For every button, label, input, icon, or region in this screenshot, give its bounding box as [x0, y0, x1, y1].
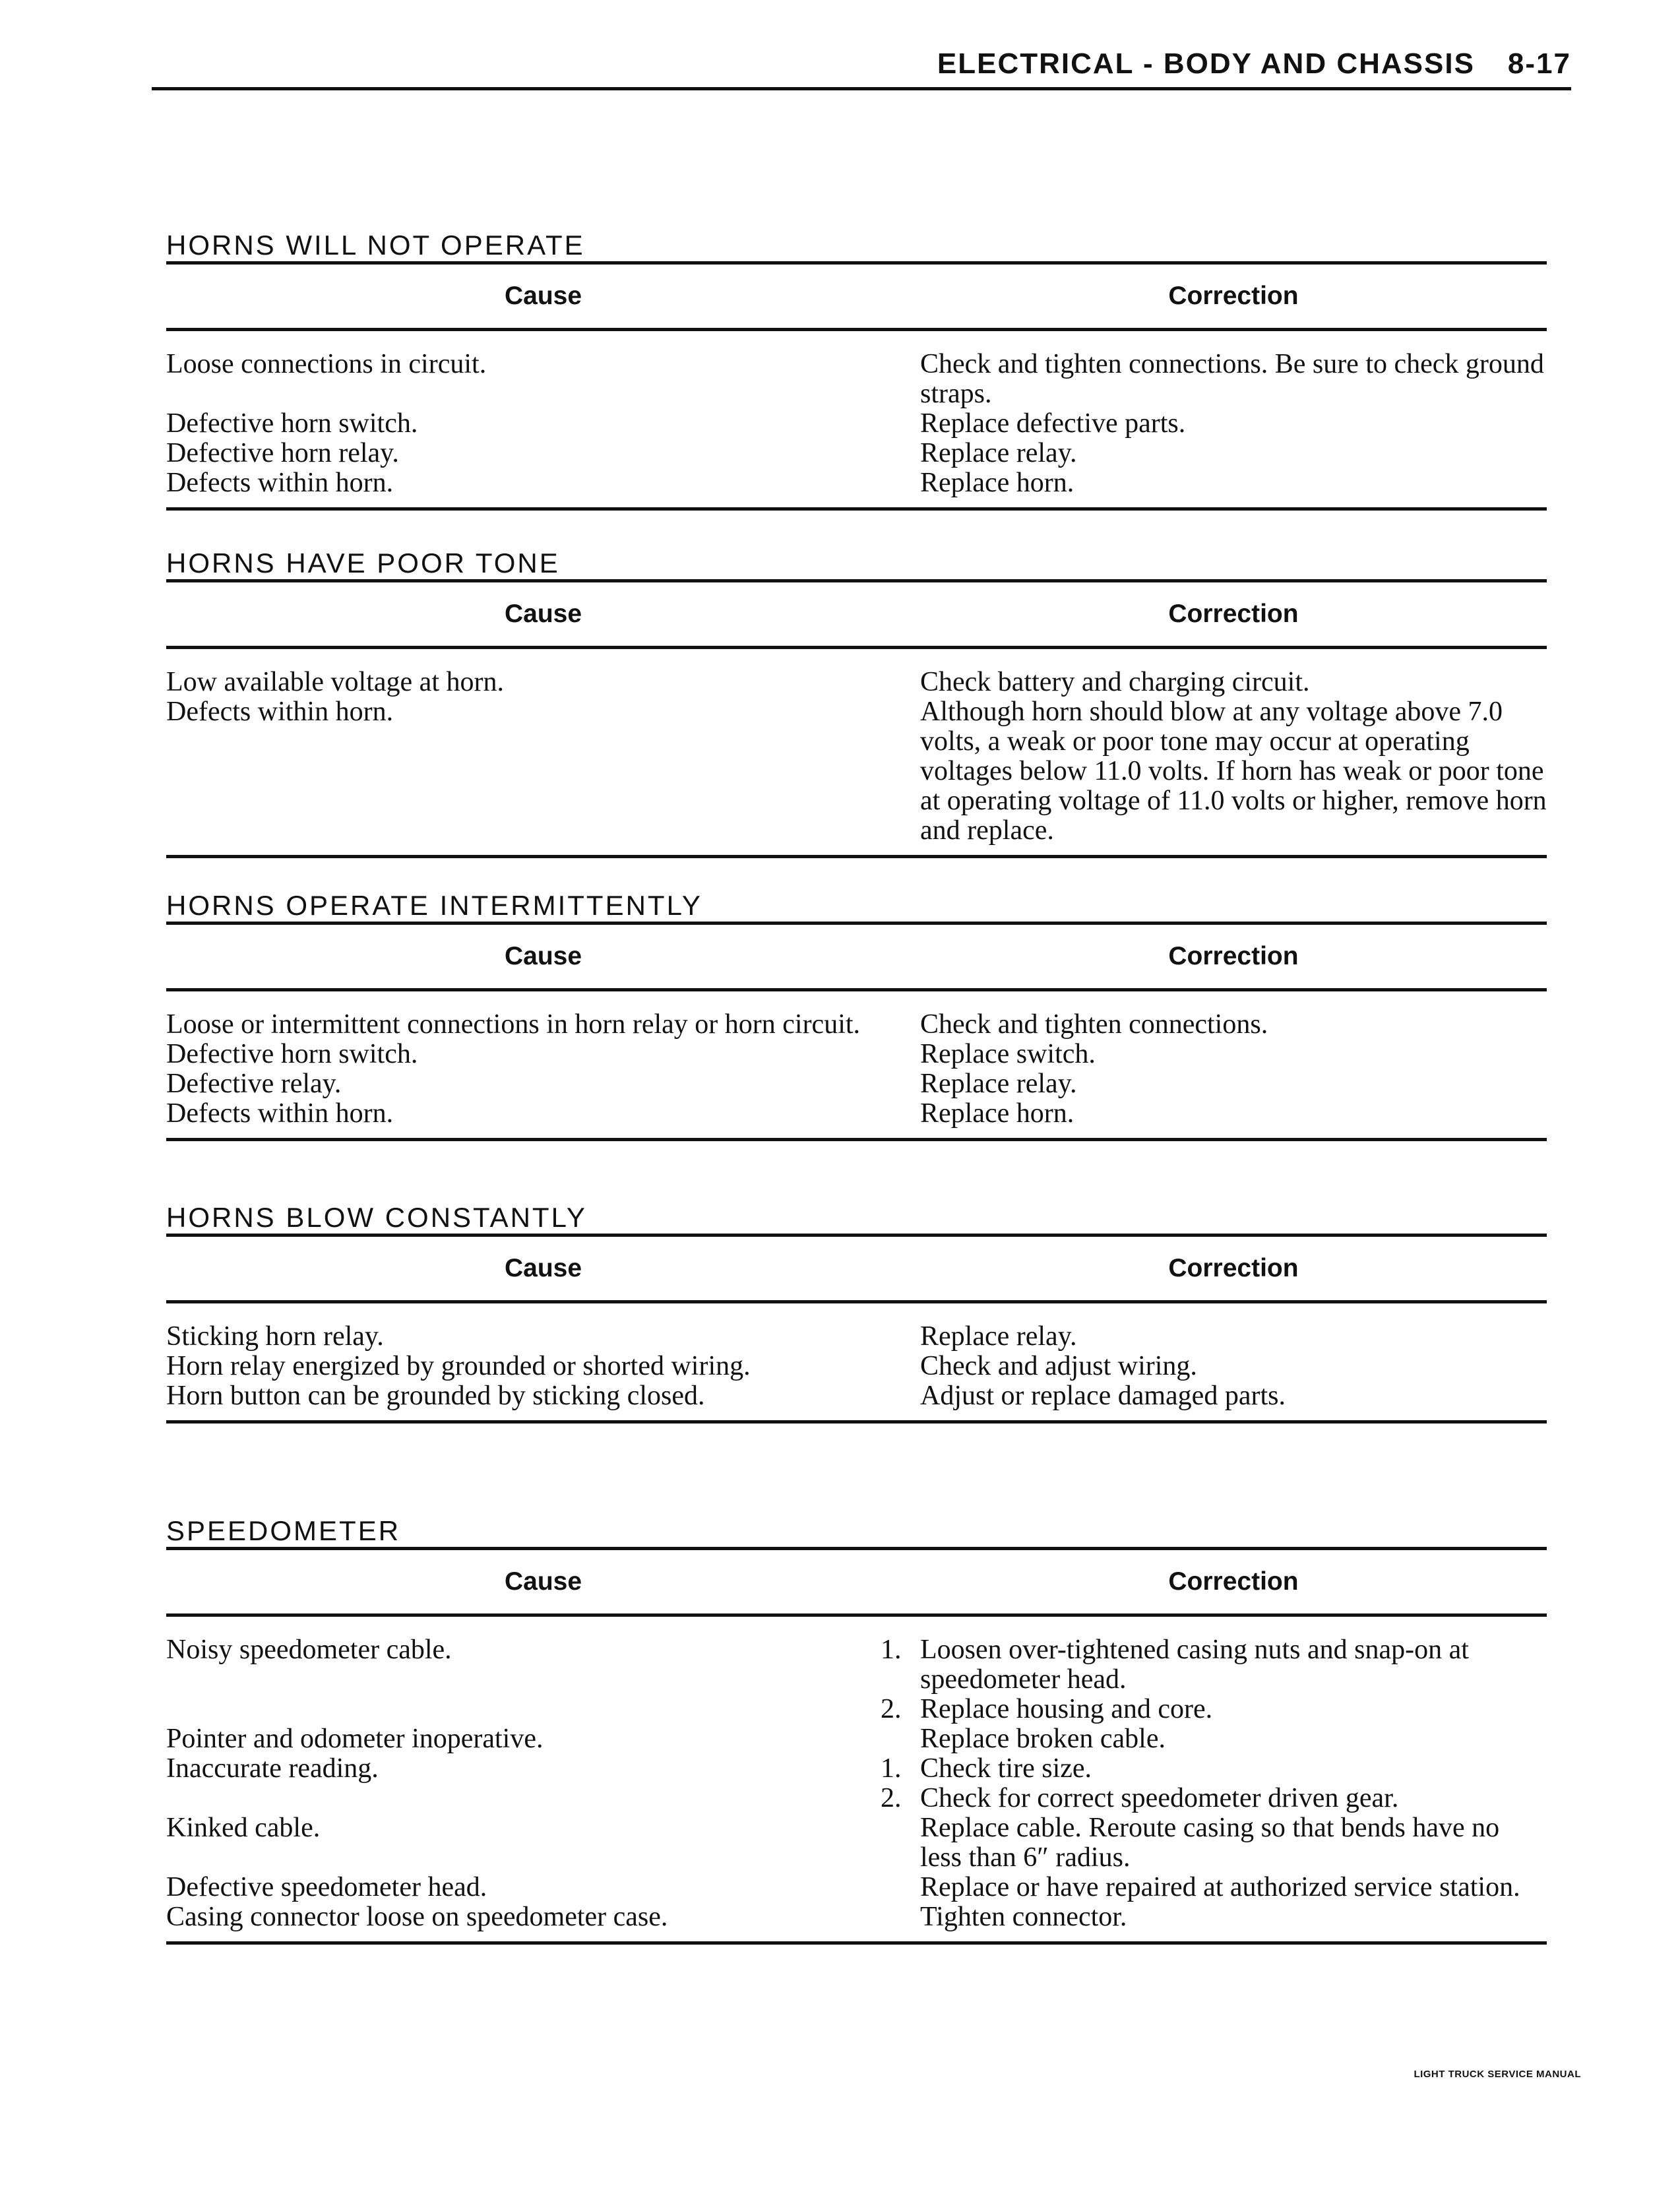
- section-title: HORNS OPERATE INTERMITTENTLY: [166, 890, 702, 921]
- correction-item: [920, 1069, 1547, 1099]
- header-rule: [152, 87, 1571, 90]
- correction-header: Correction: [1168, 1567, 1299, 1596]
- rule: [166, 1138, 1547, 1141]
- correction-item: [920, 439, 1547, 468]
- cause-cell: Defective speedometer head.: [166, 1872, 487, 1902]
- correction-cell: [920, 1813, 1547, 1873]
- correction-cell: [920, 439, 1547, 468]
- correction-text: Replace cable. Reroute casing so that bends have no less than 6″ radius.: [920, 1813, 1500, 1873]
- correction-text: Replace relay.: [920, 1069, 1077, 1099]
- rule: [166, 1941, 1547, 1945]
- correction-item: [920, 1099, 1547, 1129]
- correction-text: Replace housing and core.: [920, 1694, 1213, 1724]
- correction-text: Check battery and charging circuit.: [920, 667, 1310, 697]
- correction-item: [920, 1010, 1547, 1040]
- cause-header: Cause: [504, 600, 582, 628]
- rule: [166, 507, 1547, 511]
- correction-text: Check and adjust wiring.: [920, 1351, 1197, 1381]
- cause-cell: Loose connections in circuit.: [166, 349, 487, 379]
- correction-text: Check for correct speedometer driven gear.: [920, 1783, 1399, 1813]
- correction-item: [881, 1635, 1547, 1695]
- cause-cell: Defects within horn.: [166, 1098, 394, 1129]
- cause-cell: Pointer and odometer inoperative.: [166, 1724, 544, 1754]
- correction-cell: [920, 1322, 1547, 1352]
- cause-cell: Defects within horn.: [166, 697, 394, 727]
- correction-cell: [881, 1753, 1547, 1813]
- column-headers: [166, 1237, 1547, 1300]
- correction-item: [920, 1813, 1547, 1873]
- correction-text: Tighten connector.: [920, 1902, 1127, 1932]
- correction-cell: [920, 1873, 1547, 1902]
- correction-cell: [920, 409, 1547, 439]
- section-title: HORNS WILL NOT OPERATE: [166, 230, 585, 261]
- correction-cell: [881, 1635, 1547, 1724]
- correction-text: Replace relay.: [920, 1321, 1077, 1352]
- correction-cell: [920, 1902, 1547, 1932]
- troubleshooting-section: [166, 1515, 1547, 1945]
- chapter-title: ELECTRICAL - BODY AND CHASSIS: [937, 47, 1475, 80]
- cause-correction-table: [166, 331, 1547, 507]
- cause-header: Cause: [504, 1254, 582, 1282]
- column-headers: [166, 1550, 1547, 1613]
- correction-text: Although horn should blow at any voltage above 7.0 volts, a weak or poor tone may occur at operating voltages below 11.0 volts. If horn has weak or poor tone at operating voltage of 11.0 volts or higher, remove horn and replace.: [920, 697, 1547, 846]
- correction-text: Replace defective parts.: [920, 408, 1186, 439]
- cause-cell: Sticking horn relay.: [166, 1321, 384, 1352]
- correction-cell: [920, 350, 1547, 409]
- cause-cell: Defective horn switch.: [166, 408, 418, 439]
- cause-cell: Low available voltage at horn.: [166, 667, 504, 697]
- section-title: HORNS HAVE POOR TONE: [166, 548, 560, 579]
- correction-item: [920, 468, 1547, 498]
- cause-correction-table: [166, 1303, 1547, 1420]
- correction-cell: [920, 1724, 1547, 1754]
- step-number: 2.: [881, 1694, 902, 1724]
- correction-text: Replace broken cable.: [920, 1724, 1166, 1754]
- correction-item: [920, 1322, 1547, 1352]
- cause-cell: Inaccurate reading.: [166, 1753, 379, 1784]
- cause-header: Cause: [504, 942, 582, 970]
- correction-cell: [920, 1099, 1547, 1129]
- correction-cell: [920, 697, 1547, 846]
- correction-cell: [920, 468, 1547, 498]
- column-headers: [166, 265, 1547, 328]
- correction-cell: [920, 1040, 1547, 1069]
- correction-item: [920, 1902, 1547, 1932]
- step-number: 1.: [881, 1753, 902, 1784]
- correction-text: Replace relay.: [920, 438, 1077, 468]
- step-number: 2.: [881, 1783, 902, 1813]
- cause-cell: Horn relay energized by grounded or shorted wiring.: [166, 1351, 751, 1381]
- correction-cell: [920, 1381, 1547, 1411]
- section-title: SPEEDOMETER: [166, 1515, 401, 1546]
- correction-header: Correction: [1168, 1254, 1299, 1282]
- correction-text: Loosen over-tightened casing nuts and snap-on at speedometer head.: [920, 1635, 1469, 1695]
- cause-cell: Horn button can be grounded by sticking closed.: [166, 1381, 705, 1411]
- troubleshooting-section: [166, 1202, 1547, 1424]
- correction-header: Correction: [1168, 600, 1299, 628]
- correction-item: [920, 1873, 1547, 1902]
- step-number: 1.: [881, 1635, 902, 1665]
- cause-header: Cause: [504, 1567, 582, 1596]
- cause-correction-table: [166, 991, 1547, 1138]
- correction-item: [920, 668, 1547, 697]
- correction-item: [920, 697, 1547, 846]
- correction-item: [881, 1694, 1547, 1724]
- cause-cell: Defective horn relay.: [166, 438, 399, 468]
- cause-correction-table: [166, 1617, 1547, 1941]
- section-title: HORNS BLOW CONSTANTLY: [166, 1202, 587, 1233]
- correction-cell: [920, 668, 1547, 697]
- correction-item: [920, 409, 1547, 439]
- correction-item: [920, 1724, 1547, 1754]
- correction-text: Adjust or replace damaged parts.: [920, 1381, 1286, 1411]
- cause-cell: Defective relay.: [166, 1069, 342, 1099]
- column-headers: [166, 582, 1547, 646]
- rule: [166, 855, 1547, 858]
- correction-item: [881, 1753, 1547, 1784]
- correction-item: [920, 1352, 1547, 1381]
- correction-item: [920, 1040, 1547, 1069]
- cause-cell: Casing connector loose on speedometer case.: [166, 1902, 668, 1932]
- correction-header: Correction: [1168, 942, 1299, 970]
- troubleshooting-section: [166, 890, 1547, 1141]
- cause-correction-table: [166, 649, 1547, 855]
- page-header: [937, 47, 1571, 80]
- cause-cell: Defects within horn.: [166, 468, 394, 498]
- footer-text: LIGHT TRUCK SERVICE MANUAL: [1414, 2069, 1581, 2080]
- correction-text: Replace switch.: [920, 1039, 1096, 1069]
- correction-cell: [920, 1069, 1547, 1099]
- correction-header: Correction: [1168, 282, 1299, 310]
- correction-text: Replace or have repaired at authorized service station.: [920, 1872, 1520, 1902]
- page-number: 8-17: [1507, 47, 1571, 80]
- correction-text: Check and tighten connections.: [920, 1009, 1268, 1040]
- troubleshooting-section: [166, 548, 1547, 858]
- cause-cell: Noisy speedometer cable.: [166, 1635, 452, 1665]
- correction-text: Replace horn.: [920, 468, 1074, 498]
- cause-header: Cause: [504, 282, 582, 310]
- correction-item: [920, 350, 1547, 409]
- correction-cell: [920, 1010, 1547, 1040]
- cause-cell: Kinked cable.: [166, 1813, 321, 1843]
- troubleshooting-section: [166, 230, 1547, 511]
- cause-cell: Defective horn switch.: [166, 1039, 418, 1069]
- correction-item: [881, 1783, 1547, 1813]
- correction-text: Check and tighten connections. Be sure to check ground straps.: [920, 349, 1544, 409]
- correction-item: [920, 1381, 1547, 1411]
- correction-cell: [920, 1352, 1547, 1381]
- column-headers: [166, 925, 1547, 988]
- correction-text: Replace horn.: [920, 1098, 1074, 1129]
- correction-text: Check tire size.: [920, 1753, 1092, 1784]
- rule: [166, 1420, 1547, 1424]
- cause-cell: Loose or intermittent connections in horn relay or horn circuit.: [166, 1009, 861, 1040]
